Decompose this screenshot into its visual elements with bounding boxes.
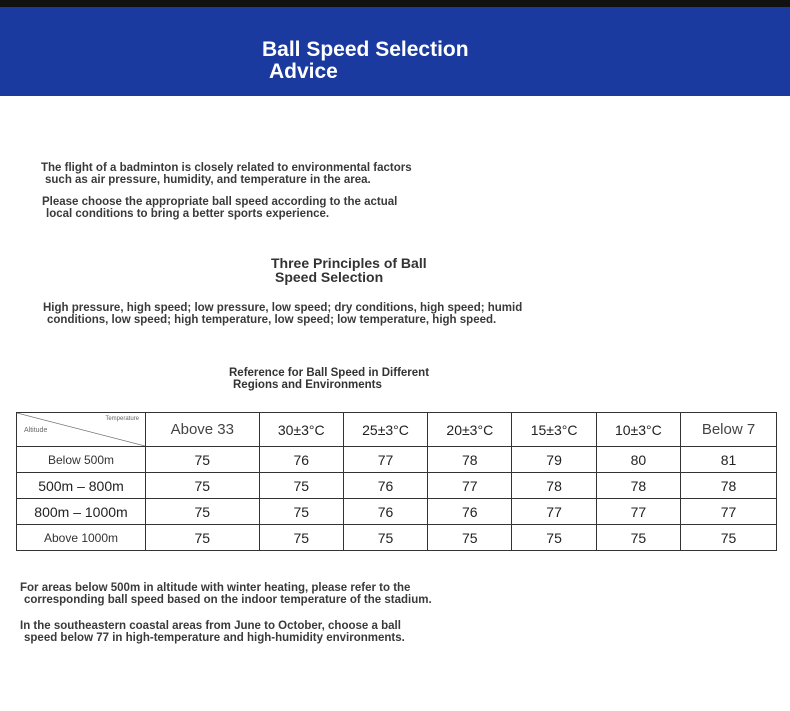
altitude-cell: 500m – 800m <box>17 473 146 499</box>
speed-cell: 75 <box>343 525 427 551</box>
speed-cell: 81 <box>681 447 777 473</box>
speed-cell: 80 <box>596 447 680 473</box>
speed-cell: 75 <box>146 473 260 499</box>
speed-cell: 79 <box>512 447 596 473</box>
principles-text-line1: High pressure, high speed; low pressure, low speed; dry conditions, high speed; humid <box>43 302 523 314</box>
top-strip <box>0 0 790 7</box>
speed-cell: 75 <box>428 525 512 551</box>
table-row <box>17 447 777 473</box>
speed-cell: 78 <box>512 473 596 499</box>
column-header: Below 7 <box>681 413 777 447</box>
note-1 <box>20 583 432 606</box>
intro-paragraph-1 <box>41 163 412 186</box>
speed-cell: 77 <box>512 499 596 525</box>
speed-cell: 75 <box>596 525 680 551</box>
reference-title-line2: Regions and Environments <box>233 378 382 391</box>
note-2-line2: speed below 77 in high-temperature and high-humidity environments. <box>24 631 405 644</box>
intro-p1-line2: such as air pressure, humidity, and temperature in the area. <box>45 173 371 186</box>
corner-temperature-label: Temperature <box>105 416 139 422</box>
speed-cell: 75 <box>146 525 260 551</box>
speed-cell: 77 <box>596 499 680 525</box>
table-row <box>17 525 777 551</box>
altitude-cell: 800m – 1000m <box>17 499 146 525</box>
principles-text <box>43 303 522 326</box>
note-1-line1: For areas below 500m in altitude with winter heating, please refer to the <box>20 582 411 594</box>
note-2 <box>20 621 405 644</box>
ball-speed-table <box>16 412 777 551</box>
principles-heading-line2: Speed Selection <box>275 269 384 285</box>
altitude-cell: Below 500m <box>17 447 146 473</box>
speed-cell: 78 <box>428 447 512 473</box>
speed-cell: 75 <box>146 499 260 525</box>
table-row <box>17 499 777 525</box>
column-header: 30±3°C <box>259 413 343 447</box>
corner-altitude-label: Altitude <box>24 427 48 434</box>
column-header: 25±3°C <box>343 413 427 447</box>
reference-title <box>229 368 429 391</box>
column-header: 15±3°C <box>512 413 596 447</box>
principles-heading-line1: Three Principles of Ball <box>271 255 427 271</box>
speed-cell: 77 <box>343 447 427 473</box>
table-row <box>17 473 777 499</box>
column-header: Above 33 <box>146 413 260 447</box>
speed-cell: 76 <box>428 499 512 525</box>
title-banner <box>0 7 790 96</box>
note-1-line2: corresponding ball speed based on the indoor temperature of the stadium. <box>24 593 432 606</box>
page-title-line2: Advice <box>269 60 338 83</box>
speed-cell: 77 <box>681 499 777 525</box>
table-header-row <box>17 413 777 447</box>
speed-cell: 75 <box>512 525 596 551</box>
page-title <box>262 39 562 83</box>
intro-paragraph-2 <box>42 197 397 220</box>
corner-cell <box>17 413 146 447</box>
speed-cell: 76 <box>343 499 427 525</box>
principles-text-line2: conditions, low speed; high temperature, low speed; low temperature, high speed. <box>47 313 497 326</box>
page-title-line1: Ball Speed Selection <box>262 38 469 61</box>
speed-cell: 75 <box>681 525 777 551</box>
altitude-cell: Above 1000m <box>17 525 146 551</box>
speed-cell: 75 <box>146 447 260 473</box>
principles-heading <box>271 256 427 284</box>
speed-cell: 76 <box>259 447 343 473</box>
reference-title-line1: Reference for Ball Speed in Different <box>229 367 430 379</box>
speed-cell: 75 <box>259 499 343 525</box>
note-2-line1: In the southeastern coastal areas from June to October, choose a ball <box>20 620 401 632</box>
speed-cell: 77 <box>428 473 512 499</box>
speed-cell: 76 <box>343 473 427 499</box>
intro-p1-line1: The flight of a badminton is closely related to environmental factors <box>41 162 412 174</box>
speed-cell: 75 <box>259 525 343 551</box>
column-header: 10±3°C <box>596 413 680 447</box>
intro-p2-line2: local conditions to bring a better sports experience. <box>46 207 330 220</box>
intro-p2-line1: Please choose the appropriate ball speed according to the actual <box>42 196 398 208</box>
column-header: 20±3°C <box>428 413 512 447</box>
speed-cell: 75 <box>259 473 343 499</box>
speed-cell: 78 <box>596 473 680 499</box>
speed-cell: 78 <box>681 473 777 499</box>
